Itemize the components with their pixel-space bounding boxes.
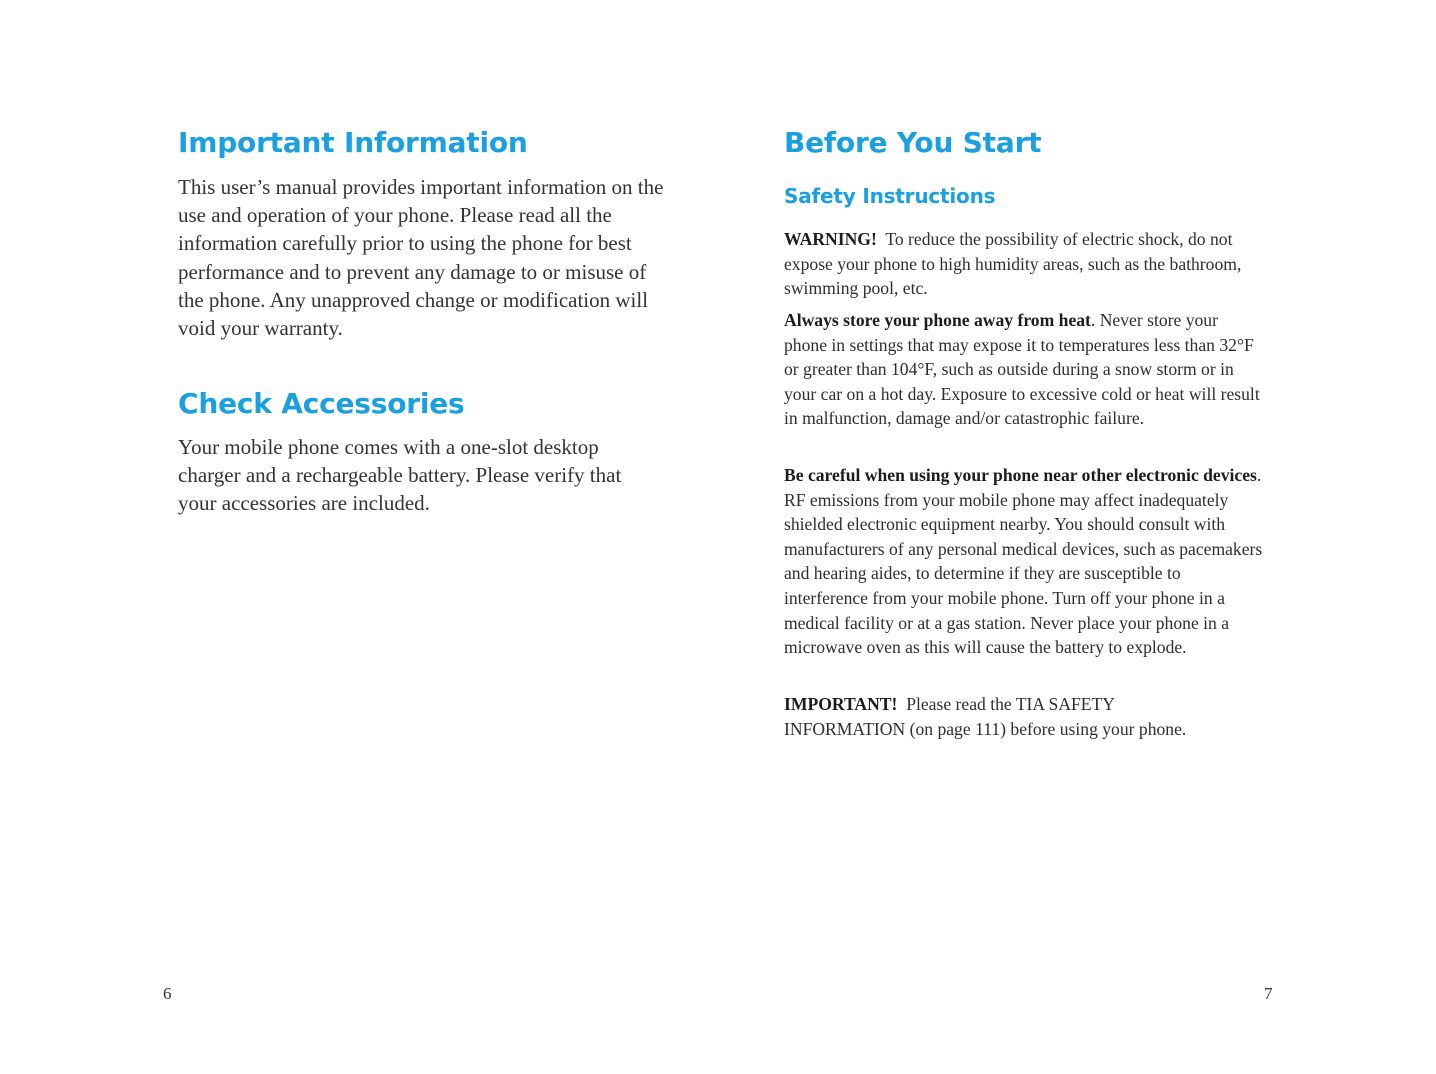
important-lead: IMPORTANT! [784, 694, 898, 714]
warning-paragraph [784, 227, 1246, 301]
page-number-left: 6 [163, 984, 172, 1003]
check-accessories-heading: Check Accessories [178, 387, 465, 420]
warning-lead: WARNING! [784, 229, 877, 249]
heat-lead: Always store your phone away from heat [784, 310, 1091, 330]
right-page [718, 0, 1436, 1074]
important-paragraph [784, 692, 1224, 741]
important-text: Please read the TIA SAFETY INFORMATION (on page 111) before using your phone. [784, 694, 1187, 739]
warning-text: To reduce the possibility of electric shock, do not expose your phone to high humidity areas, such as the bathroom, swimming pool, etc. [784, 229, 1242, 299]
before-you-start-heading: Before You Start [784, 126, 1042, 159]
important-information-body: This user’s manual provides important information on the use and operation of your phone. Please read all the information carefully prior to using the phone for best performance and to prevent any damage to or misuse of the phone. Any unapproved change or modification will void your warranty. [178, 175, 664, 341]
electronics-paragraph [784, 463, 1264, 660]
electronics-text: . RF emissions from your mobile phone may affect inadequately shielded electronic equipment nearby. You should consult with manufacturers of any personal medical devices, such as pacemakers and hearing aides, to determine if they are susceptible to interference from your mobile phone. Turn off your phone in a medical facility or at a gas station. Never place your phone in a microwave oven as this will cause the battery to explode. [784, 465, 1263, 658]
electronics-lead: Be careful when using your phone near other electronic devices [784, 465, 1257, 485]
check-accessories-body: Your mobile phone comes with a one-slot desktop charger and a rechargeable battery. Please verify that your accessories are included. [178, 435, 622, 516]
safety-instructions-heading: Safety Instructions [784, 184, 996, 208]
important-information-heading: Important Information [178, 126, 528, 159]
heat-paragraph [784, 308, 1264, 431]
page-number-right: 7 [1264, 984, 1273, 1003]
heat-text: . Never store your phone in settings that may expose it to temperatures less than 32°F or greater than 104°F, such as outside during a snow storm or in your car on a hot day. Exposure to excessive cold or heat will result in malfunction, damage and/or catastrophic failure. [784, 310, 1260, 429]
